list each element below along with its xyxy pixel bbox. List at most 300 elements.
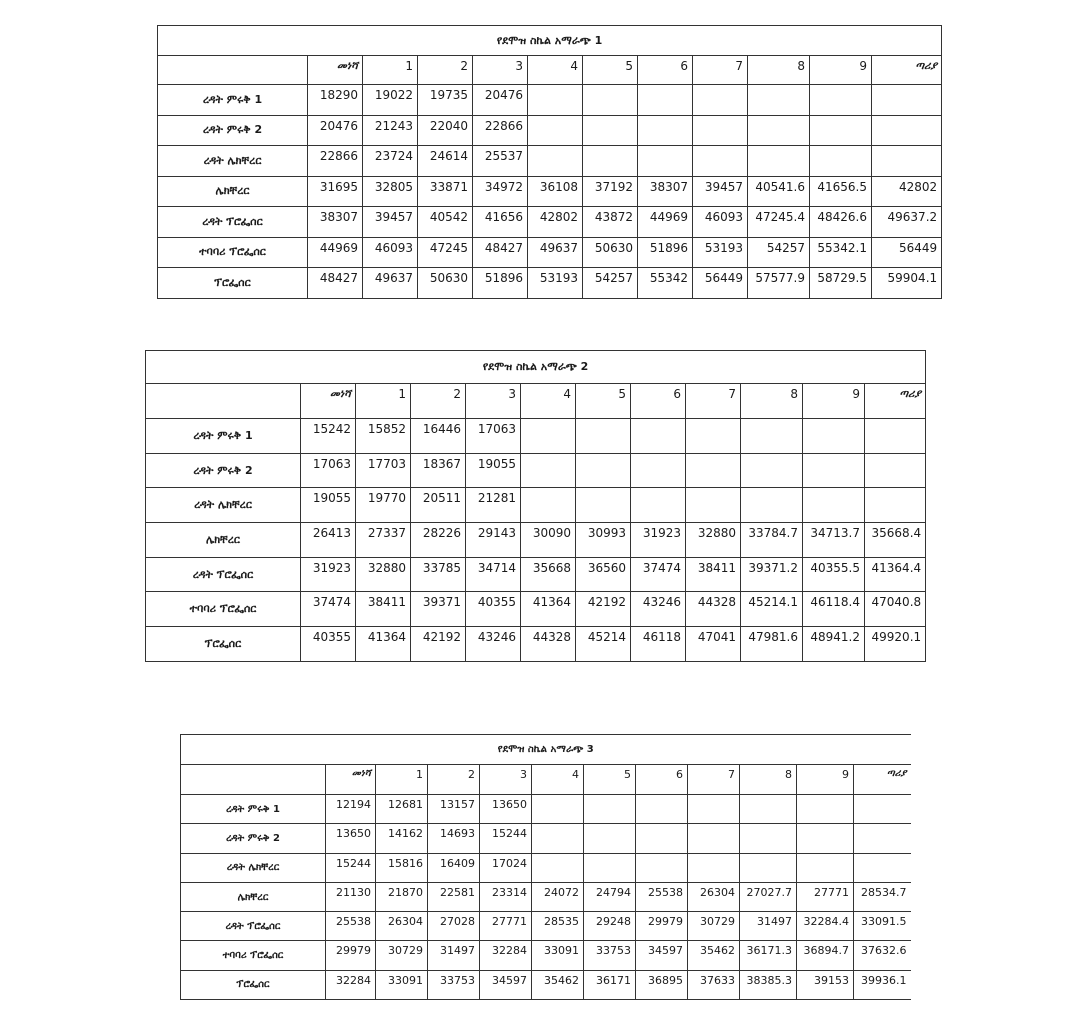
salary-cell: 46093 bbox=[363, 237, 418, 268]
salary-cell bbox=[810, 146, 872, 177]
table-row bbox=[181, 970, 911, 999]
header-corner-cell bbox=[181, 765, 326, 795]
column-header: 5 bbox=[583, 56, 638, 85]
salary-cell bbox=[797, 853, 854, 882]
salary-cell bbox=[532, 853, 584, 882]
salary-cell bbox=[528, 146, 583, 177]
salary-cell bbox=[741, 488, 803, 523]
salary-cell: 41656 bbox=[473, 207, 528, 238]
salary-cell: 28226 bbox=[411, 523, 466, 558]
salary-cell: 13650 bbox=[326, 824, 376, 853]
salary-cell bbox=[631, 419, 686, 454]
salary-cell bbox=[872, 115, 942, 146]
column-header: 3 bbox=[466, 384, 521, 419]
salary-cell: 33753 bbox=[584, 941, 636, 970]
salary-cell: 32284 bbox=[326, 970, 376, 999]
salary-cell: 34713.7 bbox=[803, 523, 865, 558]
table-row bbox=[181, 941, 911, 970]
salary-cell: 39371.2 bbox=[741, 557, 803, 592]
table-title-row bbox=[181, 735, 911, 765]
column-header: 9 bbox=[797, 765, 854, 795]
salary-cell: 19022 bbox=[363, 85, 418, 116]
rank-label: ሌክቸረር bbox=[181, 882, 326, 911]
salary-cell: 16409 bbox=[428, 853, 480, 882]
salary-cell: 41364.4 bbox=[865, 557, 926, 592]
salary-cell: 51896 bbox=[638, 237, 693, 268]
column-header: 5 bbox=[576, 384, 631, 419]
rank-label: ተባባሪ ፕሮፌሰር bbox=[181, 941, 326, 970]
salary-cell: 24794 bbox=[584, 882, 636, 911]
column-header: 3 bbox=[473, 56, 528, 85]
salary-cell: 20476 bbox=[473, 85, 528, 116]
salary-cell: 15242 bbox=[301, 419, 356, 454]
salary-cell: 19055 bbox=[301, 488, 356, 523]
salary-cell: 13157 bbox=[428, 795, 480, 824]
salary-cell: 33091 bbox=[532, 941, 584, 970]
table-row bbox=[181, 912, 911, 941]
table-title-row bbox=[158, 26, 942, 56]
salary-cell: 42192 bbox=[576, 592, 631, 627]
table-row bbox=[146, 419, 926, 454]
salary-cell bbox=[872, 146, 942, 177]
salary-cell bbox=[803, 419, 865, 454]
column-header: ጣሪያ bbox=[854, 765, 911, 795]
table-row bbox=[181, 795, 911, 824]
salary-cell: 40541.6 bbox=[748, 176, 810, 207]
salary-cell: 37474 bbox=[301, 592, 356, 627]
salary-cell: 33091.5 bbox=[854, 912, 911, 941]
salary-cell: 20476 bbox=[308, 115, 363, 146]
column-header: 4 bbox=[521, 384, 576, 419]
salary-cell: 49920.1 bbox=[865, 627, 926, 662]
salary-cell: 54257 bbox=[748, 237, 810, 268]
salary-cell: 17703 bbox=[356, 453, 411, 488]
salary-cell: 36108 bbox=[528, 176, 583, 207]
column-header: 3 bbox=[480, 765, 532, 795]
salary-cell bbox=[854, 824, 911, 853]
rank-label: ረዳት ምሩቅ 1 bbox=[146, 419, 301, 454]
column-header: ጣሪያ bbox=[872, 56, 942, 85]
column-header: 2 bbox=[411, 384, 466, 419]
salary-cell bbox=[686, 453, 741, 488]
column-header: 1 bbox=[363, 56, 418, 85]
rank-label: ፕሮፌሰር bbox=[181, 970, 326, 999]
salary-cell: 27028 bbox=[428, 912, 480, 941]
salary-cell bbox=[693, 85, 748, 116]
salary-cell bbox=[688, 824, 740, 853]
salary-cell: 25537 bbox=[473, 146, 528, 177]
salary-cell: 18290 bbox=[308, 85, 363, 116]
salary-cell bbox=[636, 824, 688, 853]
salary-cell bbox=[528, 115, 583, 146]
rank-label: ተባባሪ ፕሮፌሰር bbox=[158, 237, 308, 268]
salary-cell bbox=[803, 488, 865, 523]
salary-cell: 36171.3 bbox=[740, 941, 797, 970]
salary-cell bbox=[797, 824, 854, 853]
column-header: 1 bbox=[376, 765, 428, 795]
salary-cell bbox=[748, 85, 810, 116]
table-header-row bbox=[146, 384, 926, 419]
salary-cell: 36171 bbox=[584, 970, 636, 999]
column-header: 4 bbox=[528, 56, 583, 85]
salary-cell: 41364 bbox=[356, 627, 411, 662]
salary-cell: 29248 bbox=[584, 912, 636, 941]
salary-cell bbox=[638, 85, 693, 116]
salary-cell bbox=[532, 795, 584, 824]
salary-cell: 48427 bbox=[308, 268, 363, 299]
salary-cell: 47245 bbox=[418, 237, 473, 268]
salary-cell: 28534.7 bbox=[854, 882, 911, 911]
column-header: 2 bbox=[418, 56, 473, 85]
salary-cell: 15244 bbox=[480, 824, 532, 853]
salary-cell: 33091 bbox=[376, 970, 428, 999]
salary-cell: 33784.7 bbox=[741, 523, 803, 558]
salary-cell: 42802 bbox=[528, 207, 583, 238]
salary-cell: 37633 bbox=[688, 970, 740, 999]
salary-cell bbox=[748, 115, 810, 146]
salary-cell: 46118 bbox=[631, 627, 686, 662]
salary-cell: 39153 bbox=[797, 970, 854, 999]
salary-cell: 13650 bbox=[480, 795, 532, 824]
salary-scale-table-3 bbox=[180, 734, 911, 1000]
salary-cell: 33785 bbox=[411, 557, 466, 592]
salary-cell: 44328 bbox=[521, 627, 576, 662]
column-header: 6 bbox=[631, 384, 686, 419]
column-header: መነሻ bbox=[308, 56, 363, 85]
salary-cell: 22866 bbox=[308, 146, 363, 177]
salary-cell: 30993 bbox=[576, 523, 631, 558]
column-header: 7 bbox=[688, 765, 740, 795]
salary-cell bbox=[631, 488, 686, 523]
salary-cell bbox=[854, 795, 911, 824]
salary-cell bbox=[638, 115, 693, 146]
salary-cell: 39457 bbox=[363, 207, 418, 238]
salary-cell bbox=[638, 146, 693, 177]
table-header-row bbox=[158, 56, 942, 85]
salary-cell bbox=[741, 453, 803, 488]
table-row bbox=[181, 824, 911, 853]
rank-label: ረዳት ፕሮፌሰር bbox=[158, 207, 308, 238]
salary-cell: 35668 bbox=[521, 557, 576, 592]
salary-cell: 51896 bbox=[473, 268, 528, 299]
salary-cell: 17063 bbox=[301, 453, 356, 488]
salary-cell bbox=[631, 453, 686, 488]
salary-cell bbox=[521, 419, 576, 454]
salary-cell: 30090 bbox=[521, 523, 576, 558]
header-corner-cell bbox=[146, 384, 301, 419]
column-header: 9 bbox=[810, 56, 872, 85]
salary-cell: 44328 bbox=[686, 592, 741, 627]
rank-label: ረዳት ምሩቅ 2 bbox=[146, 453, 301, 488]
salary-cell: 47041 bbox=[686, 627, 741, 662]
salary-cell: 21243 bbox=[363, 115, 418, 146]
salary-cell: 40355.5 bbox=[803, 557, 865, 592]
salary-cell: 19055 bbox=[466, 453, 521, 488]
salary-cell: 55342 bbox=[638, 268, 693, 299]
table-row bbox=[158, 115, 942, 146]
column-header: 8 bbox=[741, 384, 803, 419]
salary-cell: 15244 bbox=[326, 853, 376, 882]
salary-cell: 22040 bbox=[418, 115, 473, 146]
salary-cell: 34714 bbox=[466, 557, 521, 592]
salary-cell: 19735 bbox=[418, 85, 473, 116]
salary-cell: 32880 bbox=[356, 557, 411, 592]
salary-cell: 43246 bbox=[466, 627, 521, 662]
rank-label: ረዳት ምሩቅ 2 bbox=[181, 824, 326, 853]
column-header: 5 bbox=[584, 765, 636, 795]
salary-cell: 31497 bbox=[740, 912, 797, 941]
salary-cell: 30729 bbox=[376, 941, 428, 970]
salary-cell: 36894.7 bbox=[797, 941, 854, 970]
column-header: መነሻ bbox=[301, 384, 356, 419]
salary-cell: 38411 bbox=[686, 557, 741, 592]
salary-cell: 26304 bbox=[688, 882, 740, 911]
salary-cell: 12194 bbox=[326, 795, 376, 824]
salary-cell bbox=[865, 453, 926, 488]
salary-cell bbox=[636, 795, 688, 824]
column-header: 9 bbox=[803, 384, 865, 419]
salary-cell: 47981.6 bbox=[741, 627, 803, 662]
salary-cell: 45214.1 bbox=[741, 592, 803, 627]
salary-cell bbox=[865, 419, 926, 454]
table-title: የደሞዝ ስኬል አማራጭ 2 bbox=[146, 351, 926, 384]
salary-cell bbox=[693, 146, 748, 177]
salary-cell: 32880 bbox=[686, 523, 741, 558]
table-row bbox=[181, 853, 911, 882]
salary-cell bbox=[810, 115, 872, 146]
salary-cell bbox=[576, 453, 631, 488]
table-row bbox=[146, 523, 926, 558]
salary-cell: 38385.3 bbox=[740, 970, 797, 999]
salary-cell: 27027.7 bbox=[740, 882, 797, 911]
rank-label: ረዳት ሌክቸረር bbox=[146, 488, 301, 523]
salary-cell bbox=[528, 85, 583, 116]
salary-cell bbox=[740, 824, 797, 853]
salary-cell: 36895 bbox=[636, 970, 688, 999]
rank-label: ፕሮፌሰር bbox=[146, 627, 301, 662]
salary-cell bbox=[583, 85, 638, 116]
salary-cell: 49637 bbox=[363, 268, 418, 299]
rank-label: ረዳት ምሩቅ 1 bbox=[158, 85, 308, 116]
salary-cell: 31695 bbox=[308, 176, 363, 207]
table-row bbox=[158, 207, 942, 238]
column-header: 8 bbox=[740, 765, 797, 795]
salary-cell: 47245.4 bbox=[748, 207, 810, 238]
salary-cell: 23314 bbox=[480, 882, 532, 911]
salary-cell: 42802 bbox=[872, 176, 942, 207]
table-row bbox=[146, 453, 926, 488]
column-header: 6 bbox=[638, 56, 693, 85]
column-header: 8 bbox=[748, 56, 810, 85]
salary-cell bbox=[584, 795, 636, 824]
salary-cell: 44969 bbox=[638, 207, 693, 238]
salary-cell bbox=[686, 488, 741, 523]
salary-cell: 17063 bbox=[466, 419, 521, 454]
rank-label: ሌክቸረር bbox=[146, 523, 301, 558]
salary-cell: 39371 bbox=[411, 592, 466, 627]
salary-cell: 44969 bbox=[308, 237, 363, 268]
salary-cell: 50630 bbox=[583, 237, 638, 268]
salary-cell: 53193 bbox=[693, 237, 748, 268]
salary-cell: 56449 bbox=[693, 268, 748, 299]
salary-cell bbox=[576, 488, 631, 523]
salary-cell: 32805 bbox=[363, 176, 418, 207]
table-row bbox=[158, 268, 942, 299]
salary-cell: 25538 bbox=[326, 912, 376, 941]
salary-cell: 56449 bbox=[872, 237, 942, 268]
salary-cell: 59904.1 bbox=[872, 268, 942, 299]
salary-cell: 38307 bbox=[308, 207, 363, 238]
salary-cell: 37632.6 bbox=[854, 941, 911, 970]
salary-cell: 24614 bbox=[418, 146, 473, 177]
salary-cell: 18367 bbox=[411, 453, 466, 488]
salary-cell: 50630 bbox=[418, 268, 473, 299]
salary-cell: 40355 bbox=[466, 592, 521, 627]
salary-cell: 15816 bbox=[376, 853, 428, 882]
salary-cell: 49637.2 bbox=[872, 207, 942, 238]
column-header: 6 bbox=[636, 765, 688, 795]
salary-cell bbox=[584, 853, 636, 882]
salary-cell: 29143 bbox=[466, 523, 521, 558]
salary-cell: 35462 bbox=[532, 970, 584, 999]
salary-cell: 43246 bbox=[631, 592, 686, 627]
salary-cell bbox=[636, 853, 688, 882]
salary-cell: 27337 bbox=[356, 523, 411, 558]
salary-cell bbox=[693, 115, 748, 146]
salary-cell: 24072 bbox=[532, 882, 584, 911]
salary-cell bbox=[532, 824, 584, 853]
salary-cell: 47040.8 bbox=[865, 592, 926, 627]
salary-cell: 34597 bbox=[480, 970, 532, 999]
rank-label: ረዳት ምሩቅ 1 bbox=[181, 795, 326, 824]
salary-cell: 37474 bbox=[631, 557, 686, 592]
salary-cell: 26304 bbox=[376, 912, 428, 941]
table-header-row bbox=[181, 765, 911, 795]
salary-cell bbox=[584, 824, 636, 853]
salary-cell bbox=[521, 453, 576, 488]
table-title: የደሞዝ ስኬል አማራጭ 3 bbox=[181, 735, 911, 765]
salary-cell: 40355 bbox=[301, 627, 356, 662]
salary-cell bbox=[583, 146, 638, 177]
salary-cell: 48427 bbox=[473, 237, 528, 268]
rank-label: ተባባሪ ፕሮፌሰር bbox=[146, 592, 301, 627]
column-header: ጣሪያ bbox=[865, 384, 926, 419]
salary-cell: 48941.2 bbox=[803, 627, 865, 662]
salary-cell: 55342.1 bbox=[810, 237, 872, 268]
column-header: መነሻ bbox=[326, 765, 376, 795]
salary-cell: 48426.6 bbox=[810, 207, 872, 238]
salary-cell: 31497 bbox=[428, 941, 480, 970]
column-header: 2 bbox=[428, 765, 480, 795]
salary-cell bbox=[583, 115, 638, 146]
salary-cell: 14162 bbox=[376, 824, 428, 853]
table-row bbox=[158, 146, 942, 177]
salary-cell: 35668.4 bbox=[865, 523, 926, 558]
salary-cell bbox=[797, 795, 854, 824]
salary-cell bbox=[688, 853, 740, 882]
rank-label: ረዳት ሌክቸረር bbox=[158, 146, 308, 177]
salary-cell: 27771 bbox=[480, 912, 532, 941]
salary-cell: 33871 bbox=[418, 176, 473, 207]
salary-cell: 29979 bbox=[636, 912, 688, 941]
salary-cell: 41656.5 bbox=[810, 176, 872, 207]
salary-cell: 42192 bbox=[411, 627, 466, 662]
table-row bbox=[158, 176, 942, 207]
rank-label: ፕሮፌሰር bbox=[158, 268, 308, 299]
salary-cell: 16446 bbox=[411, 419, 466, 454]
column-header: 4 bbox=[532, 765, 584, 795]
salary-cell: 19770 bbox=[356, 488, 411, 523]
salary-cell: 34597 bbox=[636, 941, 688, 970]
salary-cell bbox=[865, 488, 926, 523]
salary-cell bbox=[872, 85, 942, 116]
salary-cell bbox=[576, 419, 631, 454]
salary-cell: 57577.9 bbox=[748, 268, 810, 299]
salary-cell: 40542 bbox=[418, 207, 473, 238]
salary-cell: 36560 bbox=[576, 557, 631, 592]
rank-label: ረዳት ምሩቅ 2 bbox=[158, 115, 308, 146]
table-row bbox=[146, 627, 926, 662]
table-row bbox=[158, 85, 942, 116]
salary-cell: 12681 bbox=[376, 795, 428, 824]
salary-cell: 49637 bbox=[528, 237, 583, 268]
salary-cell: 34972 bbox=[473, 176, 528, 207]
table-row bbox=[158, 237, 942, 268]
salary-cell bbox=[740, 795, 797, 824]
salary-cell: 38411 bbox=[356, 592, 411, 627]
salary-scale-table-1 bbox=[157, 25, 942, 299]
salary-cell: 32284.4 bbox=[797, 912, 854, 941]
salary-cell bbox=[521, 488, 576, 523]
salary-cell: 14693 bbox=[428, 824, 480, 853]
table-row bbox=[146, 488, 926, 523]
salary-cell: 29979 bbox=[326, 941, 376, 970]
salary-cell: 17024 bbox=[480, 853, 532, 882]
salary-cell: 38307 bbox=[638, 176, 693, 207]
salary-cell: 27771 bbox=[797, 882, 854, 911]
salary-cell: 30729 bbox=[688, 912, 740, 941]
salary-cell bbox=[686, 419, 741, 454]
salary-cell: 20511 bbox=[411, 488, 466, 523]
header-corner-cell bbox=[158, 56, 308, 85]
salary-cell: 22866 bbox=[473, 115, 528, 146]
table-row bbox=[146, 557, 926, 592]
salary-cell bbox=[854, 853, 911, 882]
table-title-row bbox=[146, 351, 926, 384]
salary-cell: 31923 bbox=[301, 557, 356, 592]
salary-cell: 53193 bbox=[528, 268, 583, 299]
salary-cell: 41364 bbox=[521, 592, 576, 627]
salary-cell: 31923 bbox=[631, 523, 686, 558]
salary-cell: 21130 bbox=[326, 882, 376, 911]
salary-cell: 21281 bbox=[466, 488, 521, 523]
salary-cell: 22581 bbox=[428, 882, 480, 911]
rank-label: ረዳት ሌክቸረር bbox=[181, 853, 326, 882]
salary-cell: 43872 bbox=[583, 207, 638, 238]
salary-cell: 26413 bbox=[301, 523, 356, 558]
salary-cell: 39936.1 bbox=[854, 970, 911, 999]
salary-cell bbox=[803, 453, 865, 488]
table-row bbox=[181, 882, 911, 911]
salary-cell bbox=[740, 853, 797, 882]
salary-cell: 21870 bbox=[376, 882, 428, 911]
salary-cell bbox=[741, 419, 803, 454]
column-header: 1 bbox=[356, 384, 411, 419]
salary-cell: 37192 bbox=[583, 176, 638, 207]
column-header: 7 bbox=[686, 384, 741, 419]
salary-cell: 35462 bbox=[688, 941, 740, 970]
salary-cell: 54257 bbox=[583, 268, 638, 299]
